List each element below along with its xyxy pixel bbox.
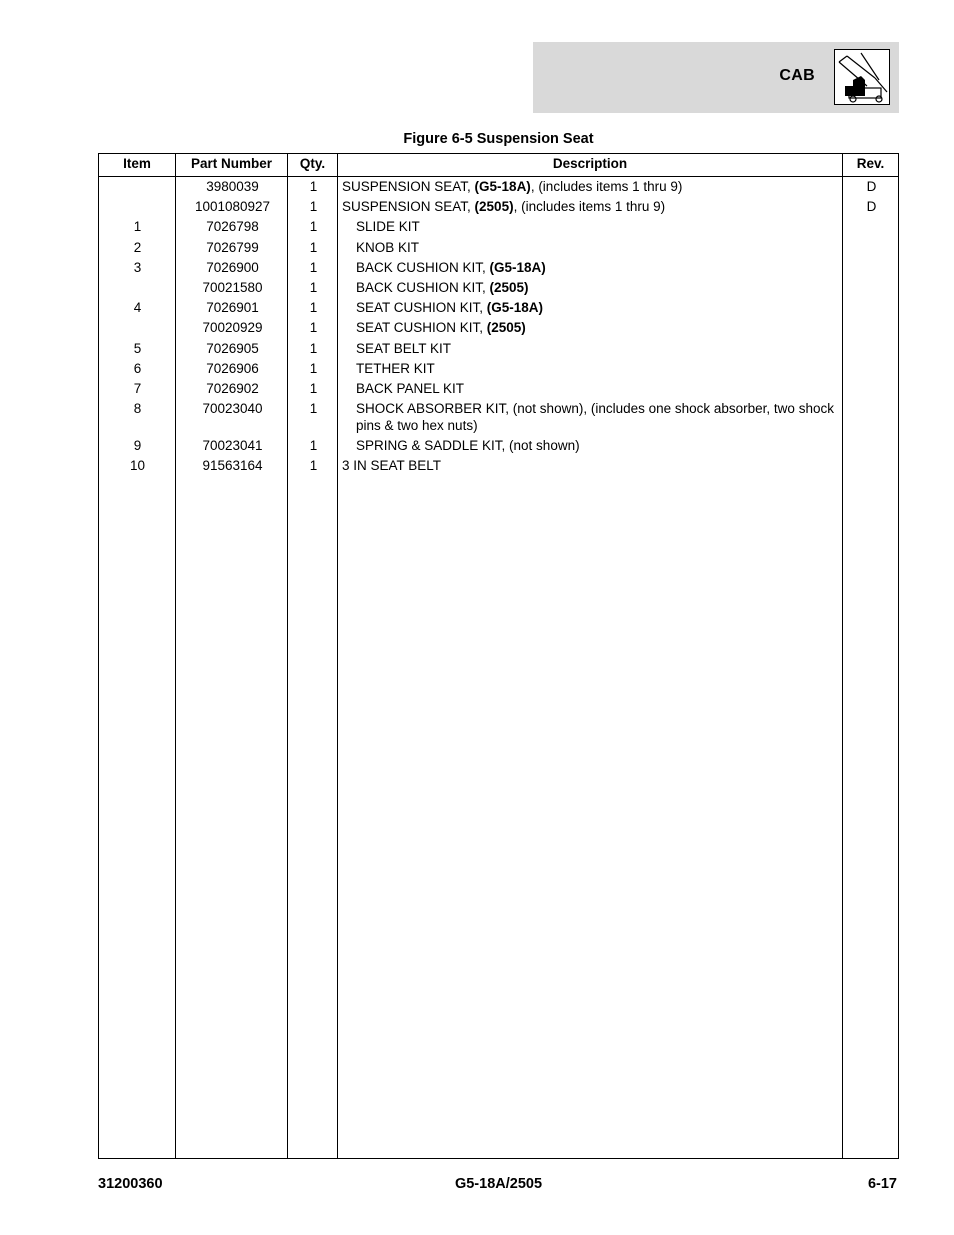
quantity: 1 (309, 360, 318, 376)
description-text: SUSPENSION SEAT, (342, 199, 475, 215)
description-text: SLIDE KIT (356, 219, 420, 235)
table-row (99, 456, 898, 476)
description-suffix: , (includes items 1 thru 9) (530, 179, 683, 194)
part-number: 7026900 (206, 259, 259, 275)
footer-page-number: 6-17 (867, 1176, 897, 1192)
part-number: 1001080927 (194, 199, 271, 215)
item-number: 10 (129, 458, 146, 474)
section-title: CAB (779, 67, 815, 84)
description-text: 3 IN SEAT BELT (342, 458, 442, 474)
model-designation: (2505) (474, 199, 514, 215)
description (356, 436, 838, 456)
description-text: SEAT CUSHION KIT, (356, 320, 487, 336)
description (342, 197, 838, 217)
part-number: 7026906 (206, 360, 259, 376)
description-text: SEAT BELT KIT (356, 340, 452, 356)
description-text: BACK CUSHION KIT, (356, 259, 490, 275)
description-text: TETHER KIT (356, 360, 435, 376)
table-row (99, 399, 898, 436)
footer-manual-number: 31200360 (98, 1176, 163, 1192)
description (356, 399, 838, 434)
quantity: 1 (309, 199, 318, 215)
model-designation: (2505) (489, 279, 529, 295)
column-header-part-number: Part Number (190, 156, 273, 171)
table-row (99, 359, 898, 379)
table-row (99, 217, 898, 237)
model-designation: (2505) (486, 320, 526, 336)
section-header-tab (533, 42, 899, 113)
column-header-description: Description (552, 156, 628, 171)
quantity: 1 (309, 279, 318, 295)
quantity: 1 (309, 300, 318, 316)
table-row (99, 298, 898, 318)
description (356, 238, 838, 258)
description (356, 359, 838, 379)
table-row (99, 197, 898, 217)
description-suffix: , (includes items 1 thru 9) (513, 199, 666, 215)
description (356, 298, 838, 318)
model-designation: (G5-18A) (474, 179, 531, 194)
table-row (99, 339, 898, 359)
table-row (99, 177, 898, 197)
item-number: 8 (133, 401, 142, 417)
item-number: 1 (133, 219, 142, 235)
table-row (99, 278, 898, 298)
item-number: 4 (133, 300, 142, 316)
description-text: BACK PANEL KIT (356, 380, 465, 396)
description (356, 339, 838, 359)
item-number: 5 (133, 340, 142, 356)
item-number: 9 (133, 438, 142, 454)
part-number: 70023041 (202, 438, 263, 454)
quantity: 1 (309, 438, 318, 454)
quantity: 1 (309, 380, 318, 396)
figure-title: Figure 6-5 Suspension Seat (403, 131, 594, 147)
item-number: 6 (133, 360, 142, 376)
part-number: 70020929 (202, 320, 263, 336)
model-designation: (G5-18A) (486, 300, 544, 316)
part-number: 3980039 (206, 179, 259, 194)
column-header-rev: Rev. (856, 156, 885, 171)
footer-model: G5-18A/2505 (454, 1176, 543, 1192)
table-row (99, 379, 898, 399)
parts-table (98, 153, 899, 1159)
description (356, 379, 838, 399)
table-row (99, 258, 898, 278)
part-number: 7026799 (206, 239, 259, 255)
item-number: 7 (133, 380, 142, 396)
quantity: 1 (309, 179, 318, 194)
column-header-item: Item (123, 156, 151, 171)
model-designation: (G5-18A) (489, 259, 546, 275)
description-text: SEAT CUSHION KIT, (356, 300, 487, 316)
part-number: 7026901 (206, 300, 259, 316)
quantity: 1 (309, 320, 318, 336)
table-body (99, 177, 898, 476)
part-number: 7026902 (206, 380, 259, 396)
machine-cab-icon (834, 49, 890, 105)
table-row (99, 436, 898, 456)
description-text: KNOB KIT (356, 239, 420, 255)
description-text: SPRING & SADDLE KIT, (not shown) (356, 438, 580, 454)
description (356, 258, 838, 278)
quantity: 1 (309, 239, 318, 255)
column-header-qty: Qty. (299, 156, 326, 171)
description (356, 217, 838, 237)
description (356, 278, 838, 298)
revision: D (866, 179, 877, 194)
description (342, 177, 838, 197)
description-text: SHOCK ABSORBER KIT, (not shown), (includes one shock absorber, two shock pins & two hex nuts) (356, 401, 834, 434)
quantity: 1 (309, 340, 318, 356)
part-number: 7026798 (206, 219, 259, 235)
part-number: 7026905 (206, 340, 259, 356)
item-number: 2 (133, 239, 142, 255)
table-row (99, 318, 898, 338)
item-number: 3 (133, 259, 142, 275)
description (356, 318, 838, 338)
description-text: BACK CUSHION KIT, (356, 279, 490, 295)
quantity: 1 (309, 458, 318, 474)
description (342, 456, 838, 476)
quantity: 1 (309, 219, 318, 235)
quantity: 1 (309, 259, 318, 275)
table-row (99, 238, 898, 258)
quantity: 1 (309, 401, 318, 417)
part-number: 70021580 (202, 279, 263, 295)
part-number: 91563164 (202, 458, 263, 474)
description-text: SUSPENSION SEAT, (342, 179, 475, 194)
part-number: 70023040 (202, 401, 263, 417)
revision: D (866, 199, 877, 215)
